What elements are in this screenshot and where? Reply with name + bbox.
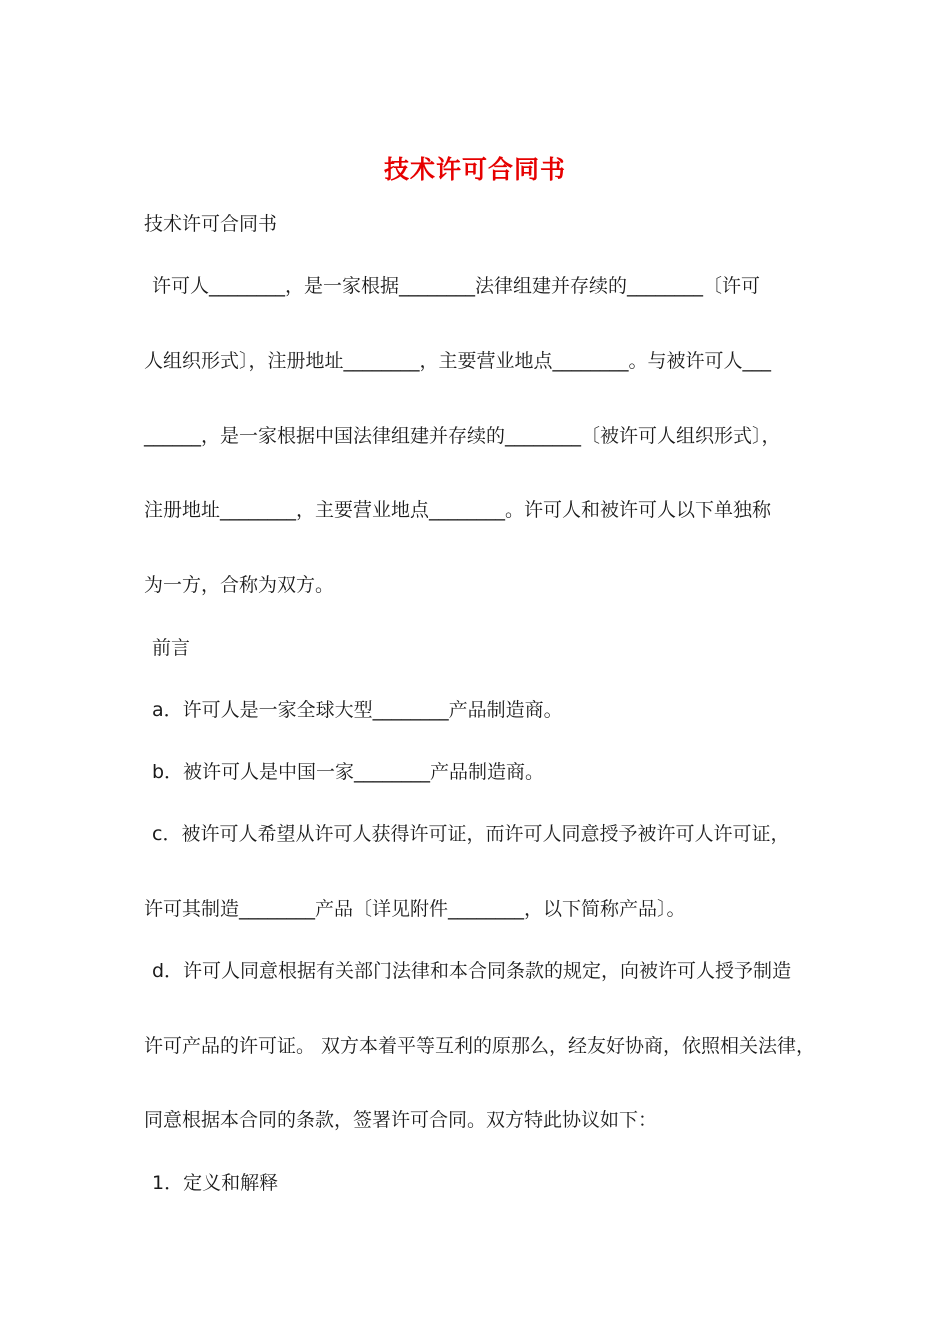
paragraph-line: 注册地址________，主要营业地点________。许可人和被许可人以下单独称 <box>144 499 772 521</box>
paragraph-line: ______，是一家根据中国法律组建并存续的________〔被许可人组织形式〕， <box>144 425 781 447</box>
paragraph-line: 许可人________，是一家根据________法律组建并存续的________〔许可 <box>152 275 761 297</box>
list-item: d．许可人同意根据有关部门法律和本合同条款的规定，向被许可人授予制造 <box>152 960 792 982</box>
section-heading-definitions: 1．定义和解释 <box>152 1172 279 1194</box>
paragraph-line: 人组织形式〕，注册地址________，主要营业地点________。与被许可人___ <box>144 350 772 372</box>
paragraph-line: 许可其制造________产品〔详见附件________，以下简称产品〕。 <box>144 898 686 920</box>
section-heading-preface: 前言 <box>152 637 191 659</box>
paragraph-line: 许可产品的许可证。 双方本着平等互利的原那么，经友好协商，依照相关法律， <box>144 1035 816 1057</box>
subtitle-line: 技术许可合同书 <box>144 213 278 235</box>
list-item: a．许可人是一家全球大型________产品制造商。 <box>152 699 563 721</box>
list-item: b．被许可人是中国一家________产品制造商。 <box>152 761 545 783</box>
paragraph-line: 同意根据本合同的条款，签署许可合同。双方特此协议如下： <box>144 1109 658 1131</box>
document-title: 技术许可合同书 <box>383 155 566 184</box>
paragraph-line: 为一方，合称为双方。 <box>144 574 335 596</box>
list-item: c．被许可人希望从许可人获得许可证，而许可人同意授予被许可人许可证， <box>152 823 790 845</box>
